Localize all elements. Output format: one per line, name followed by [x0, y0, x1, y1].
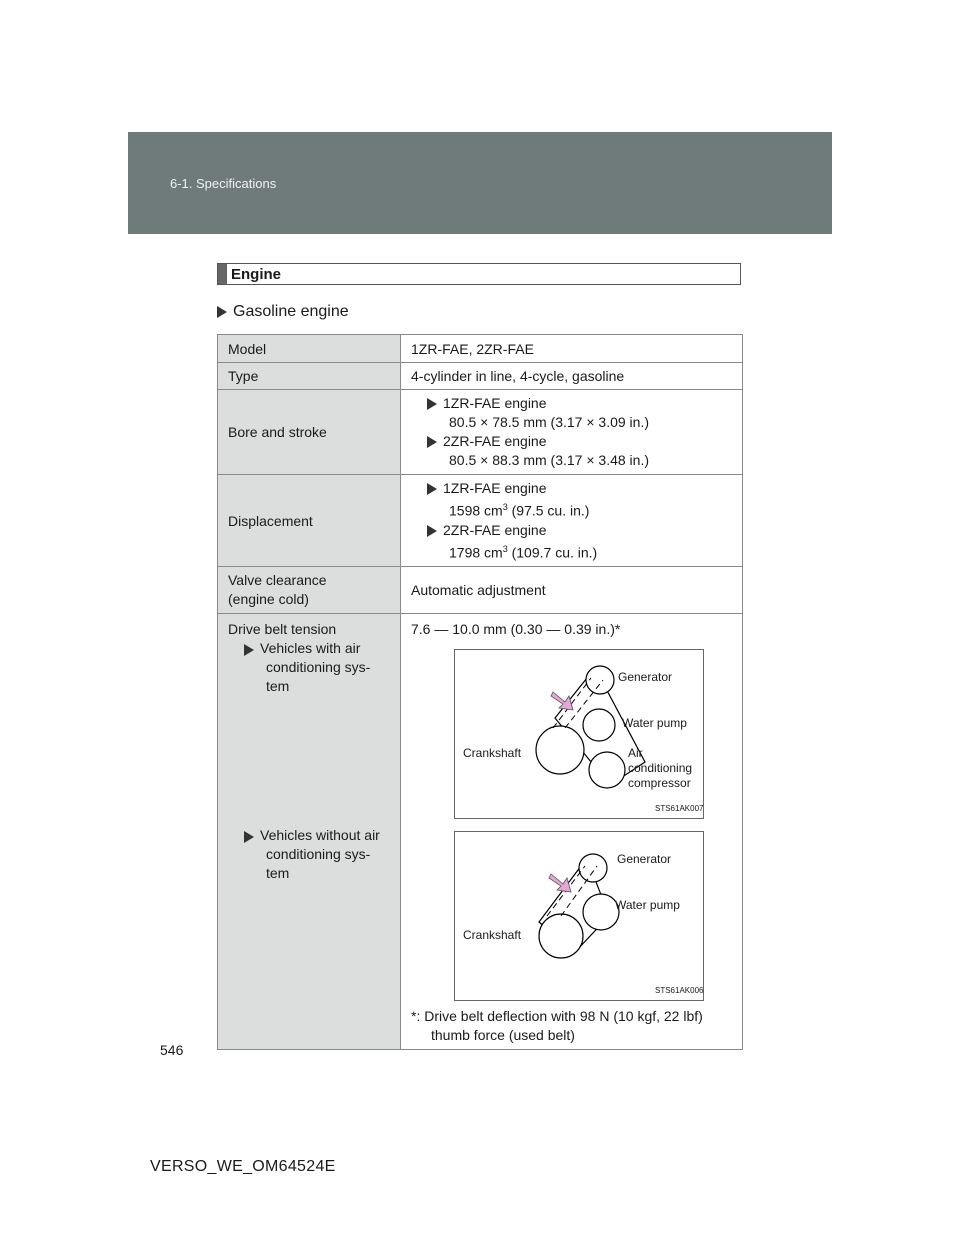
bore-value: 80.5 × 88.3 mm (3.17 × 3.48 in.): [449, 452, 650, 468]
spec-table: [217, 334, 743, 1050]
water-pump-label: Water pump: [622, 716, 687, 731]
crankshaft-label: Crankshaft: [463, 928, 522, 943]
engine-name: 2ZR-FAE engine: [443, 433, 547, 449]
row-value: Automatic adjustment: [401, 567, 743, 614]
figure-code: STS61AK007: [655, 804, 704, 814]
engine-name: 2ZR-FAE engine: [443, 521, 547, 538]
generator-label: Generator: [617, 852, 672, 867]
header-band: [128, 132, 832, 234]
triangle-bullet-icon: [427, 398, 437, 410]
bore-value: 80.5 × 78.5 mm (3.17 × 3.09 in.): [449, 414, 650, 430]
triangle-bullet-icon: [244, 831, 254, 843]
table-row: [218, 335, 743, 363]
row-label: Bore and stroke: [218, 390, 401, 475]
triangle-bullet-icon: [427, 436, 437, 448]
row-label: Displacement: [218, 475, 401, 567]
page-number: 546: [160, 1042, 184, 1058]
triangle-bullet-icon: [427, 483, 437, 495]
engine-name: 1ZR-FAE engine: [443, 395, 547, 411]
section-title-text: Engine: [231, 266, 282, 283]
table-row: [218, 567, 743, 614]
air-conditioning-label: Air conditioning compressor: [628, 746, 693, 791]
row-label: Valve clearance (engine cold): [218, 567, 401, 614]
belt-diagram-without-ac: [454, 831, 704, 1001]
row-label: Type: [218, 363, 401, 390]
row-value: [401, 475, 743, 567]
water-pump-label: Water pump: [615, 898, 680, 913]
table-row: [218, 614, 743, 1050]
displacement-value: 1798 $cm^3$ (109.7 cu. in.): [449, 543, 598, 561]
row-value: [401, 390, 743, 475]
subheading: [217, 303, 349, 321]
crankshaft-label: Crankshaft: [463, 746, 522, 761]
document-code: VERSO_WE_OM64524E: [150, 1158, 336, 1175]
triangle-bullet-icon: [217, 306, 227, 318]
belt-tension-value: 7.6 — 10.0 mm (0.30 — 0.39 in.)*: [411, 621, 621, 638]
section-title: [217, 263, 741, 285]
subheading-text: Gasoline engine: [233, 303, 349, 320]
section-header: 6-1. Specifications: [170, 176, 277, 191]
table-row: [218, 363, 743, 390]
table-row: [218, 475, 743, 567]
generator-label: Generator: [618, 670, 673, 685]
row-value: 4-cylinder in line, 4-cycle, gasoline: [401, 363, 743, 390]
triangle-bullet-icon: [244, 644, 254, 656]
footnote: *: Drive belt deflection with 98 N (10 kgf, 22 lbf): [411, 1008, 703, 1025]
row-label: Drive belt tension Vehicles with air conditioning sys- tem Vehicles without air conditioning sys- tem: [218, 614, 401, 1050]
displacement-value: 1598 $cm^3$ (97.5 cu. in.): [449, 502, 590, 519]
row-value: [401, 614, 743, 1050]
row-label: Model: [218, 335, 401, 363]
belt-diagram-with-ac: [454, 649, 704, 819]
footnote-cont: thumb force (used belt): [431, 1027, 575, 1044]
table-row: [218, 390, 743, 475]
triangle-bullet-icon: [427, 525, 437, 537]
belt-label: Drive belt tension: [228, 621, 337, 638]
title-bar: [218, 264, 227, 284]
figure-code: STS61AK006: [655, 986, 704, 996]
engine-name: 1ZR-FAE engine: [443, 480, 547, 496]
row-value: 1ZR-FAE, 2ZR-FAE: [401, 335, 743, 363]
